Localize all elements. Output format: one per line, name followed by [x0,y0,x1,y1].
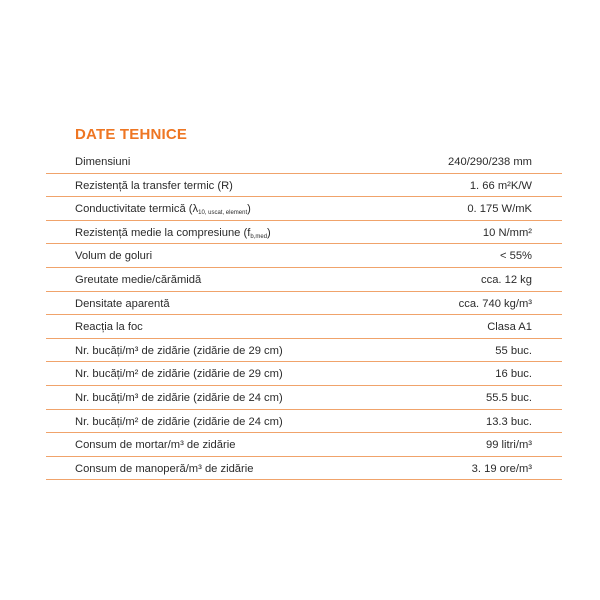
row-label: Volum de goluri [75,250,153,263]
table-row [46,244,562,268]
row-value: Clasa A1 [487,321,532,334]
table-row [46,174,562,198]
row-label [75,222,271,245]
row-label-end: ) [247,203,251,216]
row-label: Nr. bucăți/m² de zidărie (zidărie de 29 cm) [75,368,283,381]
table-row [46,339,562,363]
row-label-subscript: b,med [250,233,268,240]
table-row [46,292,562,316]
row-label: Nr. bucăți/m³ de zidărie (zidărie de 29 cm) [75,344,283,357]
row-label-end: ) [267,226,271,239]
row-value: 16 buc. [495,368,532,381]
row-label: Nr. bucăți/m³ de zidărie (zidărie de 24 cm) [75,391,283,404]
row-label-text: Conductivitate termică (λ [75,203,199,216]
row-value: 55 buc. [495,344,532,357]
row-value: < 55% [499,250,532,263]
technical-data-section [46,126,562,480]
row-label-text: Rezistență medie la compresiune (f [75,226,251,239]
row-label: Rezistență la transfer termic (R) [75,179,233,192]
table-row [46,433,562,457]
row-label: Consum de manoperă/m³ de zidărie [75,462,254,475]
row-value: cca. 12 kg [481,273,532,286]
row-value: 13.3 buc. [485,415,532,428]
row-value: 3. 19 ore/m³ [471,462,532,475]
row-label: Densitate aparentă [75,297,170,310]
table-row [46,410,562,434]
row-label [75,198,251,221]
table-row [46,386,562,410]
technical-data-table [46,150,562,480]
row-label: Consum de mortar/m³ de zidărie [75,439,236,452]
row-value: 99 litri/m³ [486,439,532,452]
row-label: Dimensiuni [75,156,131,168]
row-value: 0. 175 W/mK [467,203,532,216]
row-value: 10 N/mm² [482,226,532,239]
row-value: cca. 740 kg/m³ [458,297,532,310]
table-row [46,457,562,481]
row-value: 55.5 buc. [485,391,532,404]
row-label: Nr. bucăți/m² de zidărie (zidărie de 24 cm) [75,415,283,428]
table-row [46,362,562,386]
row-label: Greutate medie/cărămidă [75,273,202,286]
row-label: Reacția la foc [75,321,143,334]
table-row [46,268,562,292]
table-row [46,150,562,174]
table-row [46,221,562,245]
table-row [46,197,562,221]
row-value: 240/290/238 mm [448,156,532,168]
section-title: DATE TEHNICE [75,126,188,143]
row-label-subscript: 10, uscat, element [198,210,248,217]
row-value: 1. 66 m²K/W [469,179,532,192]
table-row [46,315,562,339]
